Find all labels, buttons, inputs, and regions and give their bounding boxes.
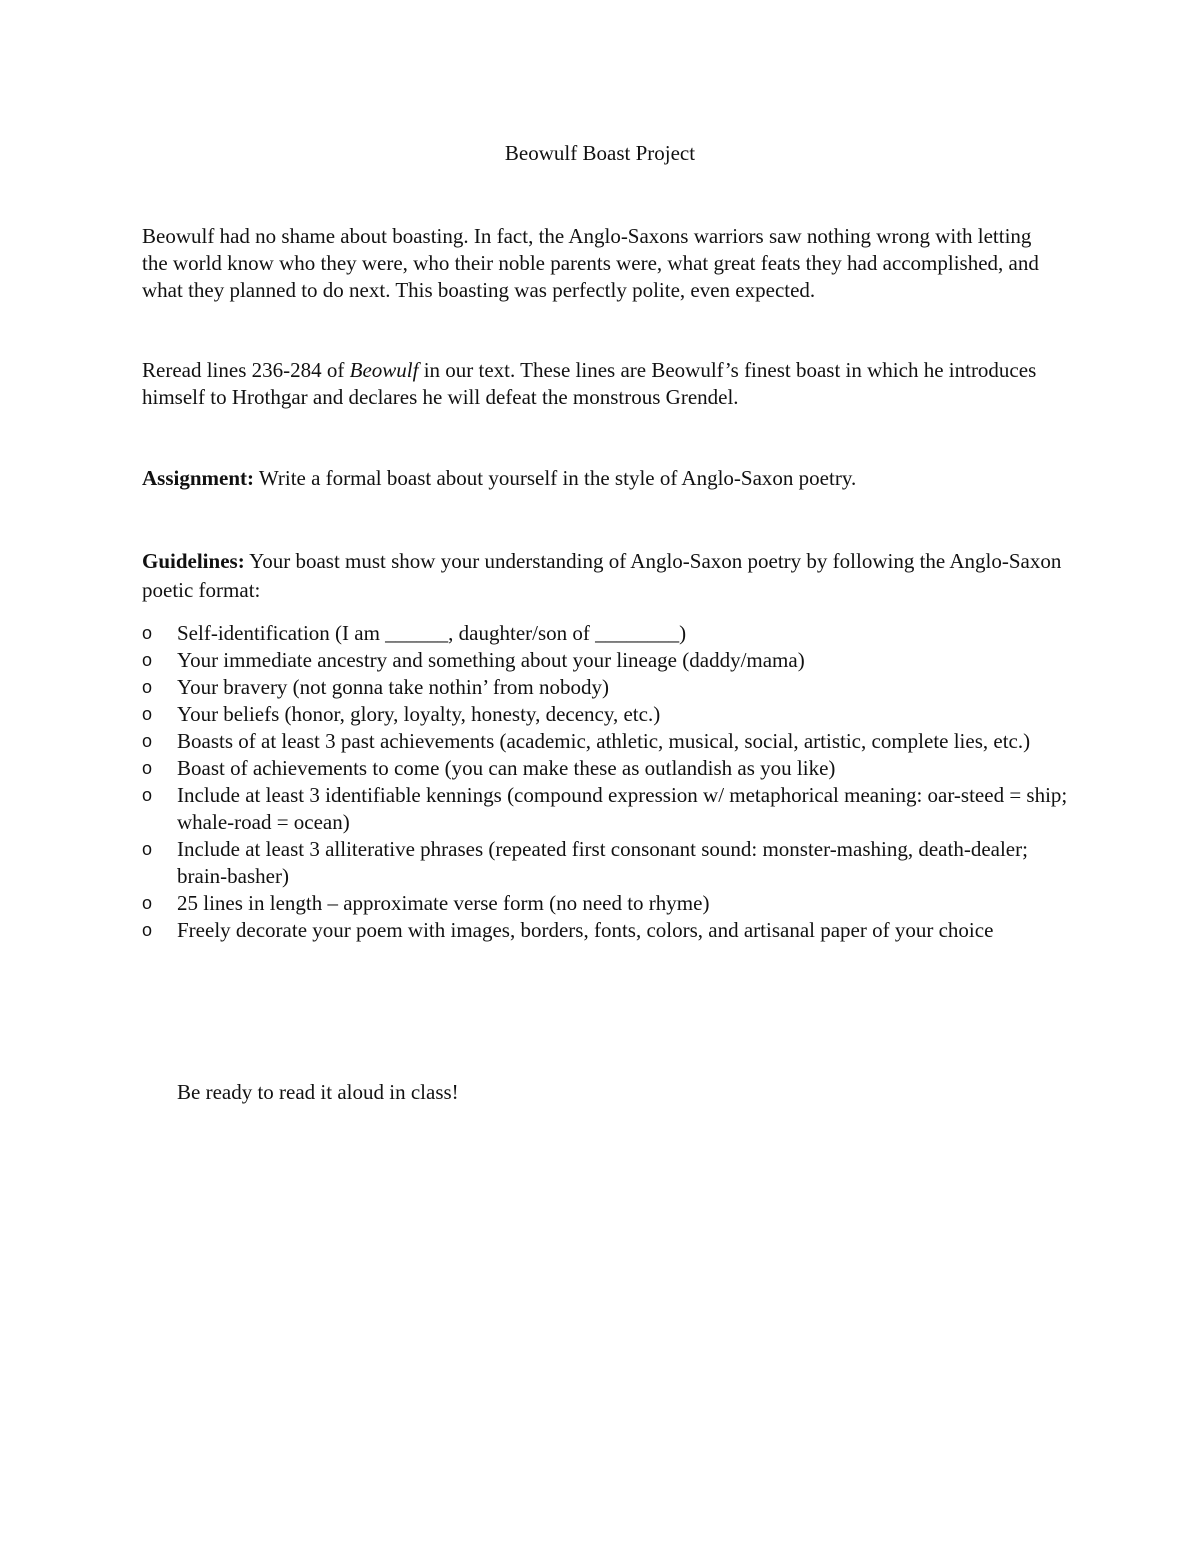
list-item-text: Your bravery (not gonna take nothin’ from nobody) xyxy=(177,675,609,699)
closing-line: Be ready to read it aloud in class! xyxy=(177,1080,459,1104)
list-item-text: Boast of achievements to come (you can make these as outlandish as you like) xyxy=(177,756,836,780)
list-item-text: Boasts of at least 3 past achievements (academic, athletic, musical, social, artistic, complete lies, etc.) xyxy=(177,729,1031,753)
list-item-text: Your immediate ancestry and something about your lineage (daddy/mama) xyxy=(177,648,805,672)
list-item-text: Self-identification (I am ______, daughter/son of ________) xyxy=(177,621,687,645)
assignment-label: Assignment: xyxy=(142,466,255,490)
list-item xyxy=(142,890,1072,917)
bullet-marker: o xyxy=(142,893,153,913)
intro-paragraph: Beowulf had no shame about boasting. In fact, the Anglo-Saxons warriors saw nothing wrong with letting the world know who they were, who their noble parents were, what great feats they had accomplished, and what they planned to do next. This boasting was perfectly polite, even expected. xyxy=(142,224,1039,302)
list-item-text: 25 lines in length – approximate verse form (no need to rhyme) xyxy=(177,891,710,915)
list-item xyxy=(142,620,1072,647)
assignment-text: Write a formal boast about yourself in the style of Anglo-Saxon poetry. xyxy=(254,466,857,490)
bullet-marker: o xyxy=(142,785,153,805)
list-item xyxy=(142,755,1072,782)
bullet-marker: o xyxy=(142,839,153,859)
list-item-text: Include at least 3 alliterative phrases (repeated first consonant sound: monster-mashing, death-dealer; brain-basher) xyxy=(177,837,1028,888)
bullet-marker: o xyxy=(142,920,153,940)
list-item xyxy=(142,647,1072,674)
bullet-marker: o xyxy=(142,677,153,697)
list-item xyxy=(142,836,1072,890)
reread-text-end: in our text. These lines are Beowulf’s finest boast in which he introduces himself to Hrothgar and declares he will defeat the monstrous Grendel. xyxy=(142,358,1037,409)
beowulf-title-italic: Beowulf xyxy=(349,358,419,382)
list-item-text: Your beliefs (honor, glory, loyalty, honesty, decency, etc.) xyxy=(177,702,661,726)
bullet-marker: o xyxy=(142,704,153,724)
list-item xyxy=(142,701,1072,728)
document-title: Beowulf Boast Project xyxy=(504,141,696,165)
guidelines-paragraph xyxy=(142,547,1062,605)
bullet-marker: o xyxy=(142,650,153,670)
guidelines-text: Your boast must show your understanding of Anglo-Saxon poetry by following the Anglo-Saxon poetic format: xyxy=(142,549,1062,602)
reread-paragraph xyxy=(142,357,1062,411)
list-item xyxy=(142,917,1072,944)
bullet-marker: o xyxy=(142,731,153,751)
list-item-text: Freely decorate your poem with images, borders, fonts, colors, and artisanal paper of your choice xyxy=(177,918,994,942)
list-item xyxy=(142,782,1072,836)
reread-text-start: Reread lines 236-284 of xyxy=(142,358,350,382)
assignment-paragraph xyxy=(142,465,1062,492)
guidelines-label: Guidelines: xyxy=(142,549,245,573)
guidelines-list xyxy=(142,620,1072,944)
bullet-marker: o xyxy=(142,623,153,643)
bullet-marker: o xyxy=(142,758,153,778)
list-item xyxy=(142,728,1072,755)
list-item xyxy=(142,674,1072,701)
list-item-text: Include at least 3 identifiable kennings (compound expression w/ metaphorical meaning: oar-steed = ship; whale-road = ocean) xyxy=(177,783,1068,834)
